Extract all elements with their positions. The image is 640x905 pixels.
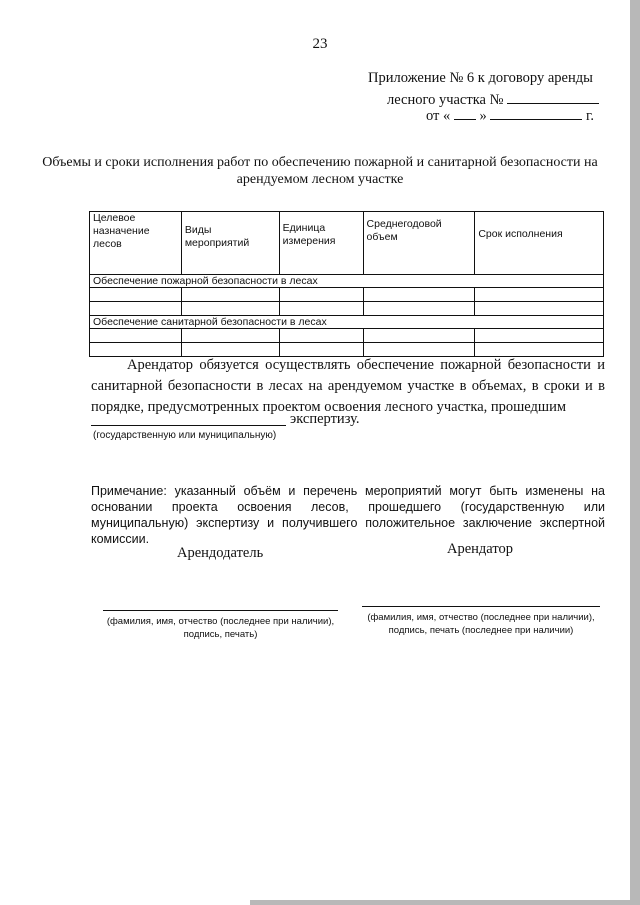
obligation-paragraph — [91, 355, 605, 418]
works-table — [89, 211, 604, 357]
table-header-row — [90, 212, 604, 275]
header-purpose: Целевое назначение лесов — [90, 212, 182, 275]
header-volume: Среднегодовой объем — [363, 212, 475, 275]
section-sanitary-label: Обеспечение санитарной безопасности в лесах — [90, 316, 604, 329]
section-row-sanitary — [90, 316, 604, 329]
tenant-signature-caption: (фамилия, имя, отчество (последнее при наличии), подпись, печать (последнее при наличии) — [367, 612, 595, 636]
section-row-fire — [90, 275, 604, 288]
table-row — [90, 329, 604, 343]
scan-edge-right — [630, 0, 640, 905]
header-deadline: Срок исполнения — [475, 212, 604, 275]
date-quote-close: » — [479, 108, 487, 124]
expertise-type-blank — [91, 415, 286, 426]
day-blank — [454, 107, 476, 120]
plot-number-blank — [507, 91, 599, 104]
appendix-title: Приложение № 6 к договору аренды — [368, 70, 593, 86]
month-blank — [490, 107, 582, 120]
expertise-word: экспертизу. — [290, 411, 360, 427]
appendix-date — [426, 107, 594, 125]
section-fire-label: Обеспечение пожарной безопасности в лесах — [90, 275, 604, 288]
date-from-label: от « — [426, 108, 451, 124]
table-row — [90, 288, 604, 302]
note-paragraph: Примечание: указанный объём и перечень мероприятий могут быть изменены на основании проекта освоения лесов, прошедшего (государственную или муниципальную) экспертизу и получившего положительное заключение экспертной комиссии. — [91, 484, 605, 546]
landlord-signature-caption: (фамилия, имя, отчество (последнее при наличии), подпись, печать) — [106, 616, 335, 640]
page-number: 23 — [312, 36, 328, 52]
scan-edge-bottom — [250, 900, 640, 905]
tenant-signature-line — [362, 606, 600, 607]
header-unit: Единица измерения — [279, 212, 363, 275]
expertise-caption: (государственную или муниципальную) — [93, 430, 277, 441]
landlord-label: Арендодатель — [177, 545, 264, 561]
table-row — [90, 302, 604, 316]
tenant-label: Арендатор — [447, 541, 514, 557]
landlord-signature-line — [103, 610, 338, 611]
appendix-plot-label: лесного участка № — [387, 92, 504, 108]
obligation-text: Арендатор обязуется осуществлять обеспечение пожарной безопасности и санитарной безопасности в лесах на арендуемом участке в объемах, в сроки и в порядке, предусмотренных проектом освоения лесного участка, прошедшим — [91, 357, 605, 415]
header-activities: Виды мероприятий — [181, 212, 279, 275]
year-label: г. — [586, 108, 594, 124]
document-title: Объемы и сроки исполнения работ по обеспечению пожарной и санитарной безопасности на арендуемом лесном участке — [42, 155, 598, 187]
